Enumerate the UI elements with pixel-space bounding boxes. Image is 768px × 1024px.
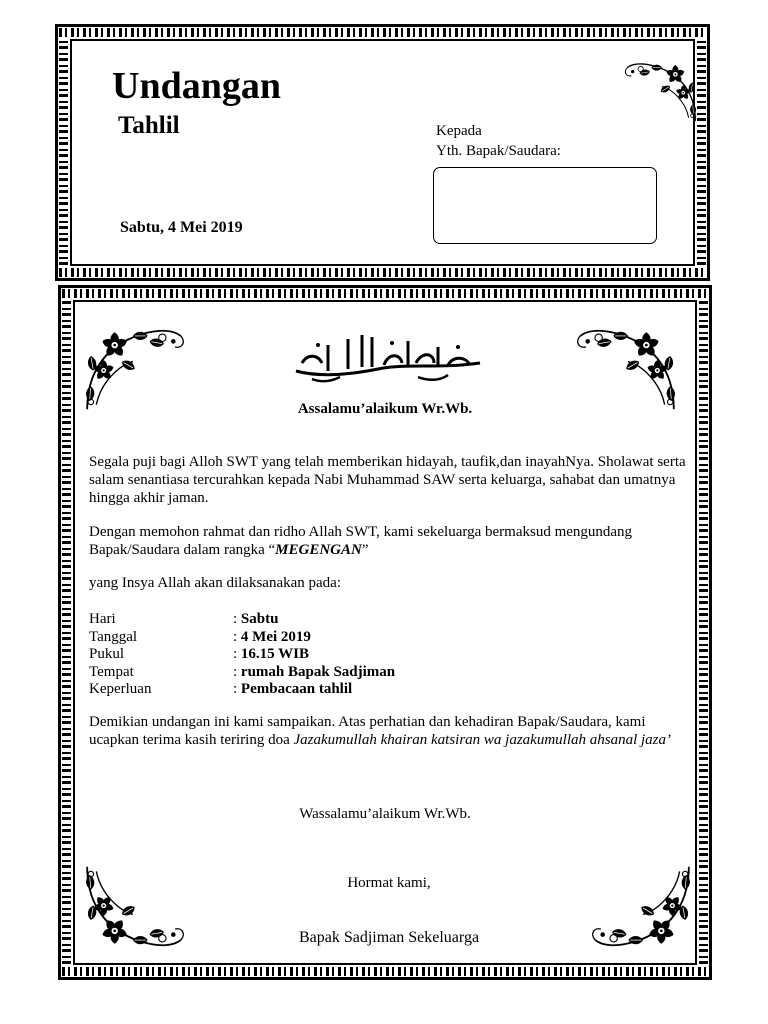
detail-value: Pembacaan tahlil (240, 681, 353, 697)
envelope-subtitle: Tahlil (118, 112, 180, 139)
recipient-block (436, 121, 561, 161)
event-name: MEGENGAN (275, 542, 362, 558)
opening-greeting: Assalamu’alaikum Wr.Wb. (297, 401, 473, 417)
paragraph-closing (89, 713, 689, 749)
detail-label: Keperluan (89, 681, 152, 697)
paragraph-closing-text: Demikian undangan ini kami sampaikan. Atas perhatian dan kehadiran Bapak/Saudara, kami ucapkan terima kasih teriring doa (89, 714, 646, 748)
kepada-label: Kepada (436, 123, 482, 139)
detail-value: 4 Mei 2019 (240, 628, 311, 645)
letter-panel (58, 285, 712, 980)
detail-separator: : (233, 646, 241, 662)
event-details (89, 611, 395, 699)
floral-corner-icon (622, 51, 702, 131)
paragraph-schedule-intro: yang Insya Allah akan dilaksanakan pada: (89, 575, 341, 591)
envelope-inner (70, 39, 695, 266)
envelope-panel (55, 24, 710, 281)
address-box[interactable] (433, 167, 657, 244)
basmalah-calligraphy-icon (288, 325, 488, 385)
closing-quote: ” (361, 542, 369, 558)
detail-label: Pukul (89, 646, 125, 662)
paragraph-praise: Segala puji bagi Alloh SWT yang telah memberikan hidayah, taufik,dan inayahNya. Sholawat serta salam senantiasa tercurahkan kepada Nabi Muhammad SAW serta keluarga, sahabat dan umatnya hingga akhir jaman. (89, 454, 686, 506)
closing-greeting: Wassalamu’alaikum Wr.Wb. (299, 806, 471, 822)
detail-row (89, 681, 395, 699)
paragraph-invitation (89, 523, 689, 559)
detail-label: Tempat (89, 663, 134, 680)
detail-separator: : (233, 663, 241, 680)
detail-value: rumah Bapak Sadjiman (240, 663, 396, 680)
doa-text: Jazakumullah khairan katsiran wa jazakumullah ahsanal jaza’ (293, 732, 672, 748)
detail-label: Tanggal (89, 628, 138, 645)
addressee-label: Yth. Bapak/Saudara: (436, 143, 561, 159)
detail-separator: : (233, 628, 241, 645)
detail-value: Sabtu (240, 611, 279, 627)
detail-separator: : (233, 681, 241, 697)
detail-row (89, 611, 395, 629)
detail-value: 16.15 WIB (240, 646, 309, 662)
detail-row (89, 646, 395, 664)
detail-row (89, 629, 395, 647)
paragraph-invitation-text: Dengan memohon rahmat dan ridho Allah SWT, kami sekeluarga bermaksud mengundang Bapak/Saudara dalam rangka “ (89, 524, 633, 558)
detail-row (89, 664, 395, 682)
detail-separator: : (233, 611, 241, 627)
regards-text: Hormat kami, (347, 875, 431, 891)
detail-label: Hari (89, 611, 116, 627)
envelope-date: Sabtu, 4 Mei 2019 (120, 219, 243, 236)
signer-name: Bapak Sadjiman Sekeluarga (298, 929, 480, 946)
envelope-title: Undangan (112, 65, 281, 107)
